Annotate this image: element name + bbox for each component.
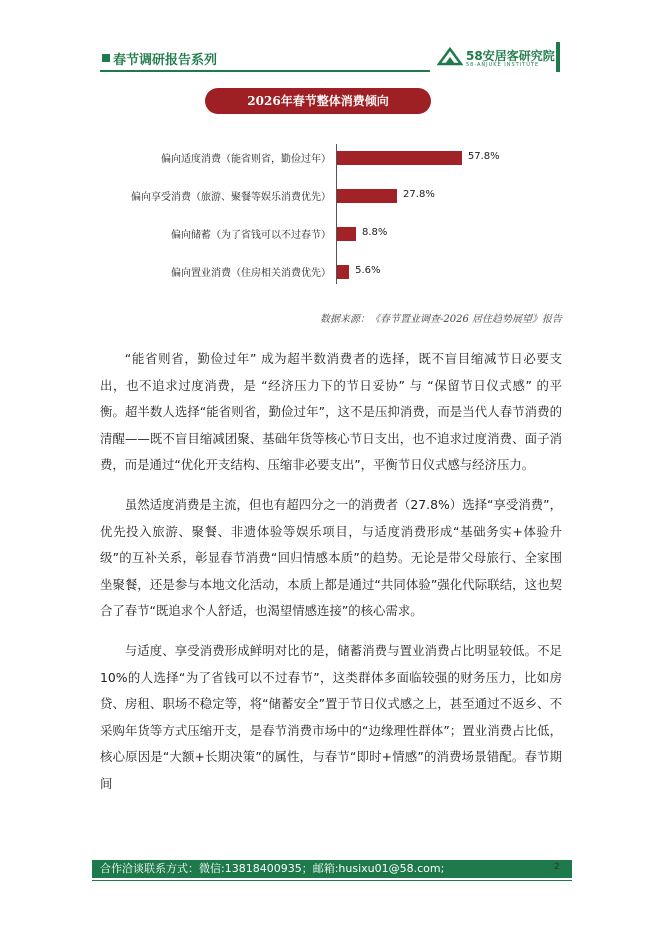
logo-subtext: 58·ANJUKE INSTITUTE <box>466 62 540 68</box>
data-source: 数据来源：《春节置业调查-2026 居住趋势展望》报告 <box>319 314 562 325</box>
chart-row <box>100 186 562 206</box>
chart-row <box>100 224 562 244</box>
bar <box>337 227 356 241</box>
paragraph: 虽然适度消费是主流，但也有超四分之一的消费者（27.8%）选择“享受消费”，优先投入旅游、聚餐、非遗体验等娱乐项目，与适度消费形成“基础务实+体验升级”的互补关系，彰显春节消费“回归情感本质”的趋势。无论是带父母旅行、全家围坐聚餐，还是参与本地文化活动，本质上都是通过“共同体验”强化代际联结，这也契合了春节“既追求个人舒适，也渴望情感连接”的核心需求。 <box>100 496 562 619</box>
logo-house-icon <box>437 46 463 66</box>
bar-value-label: 27.8% <box>403 189 435 200</box>
footer-divider <box>92 880 572 881</box>
bar <box>337 265 349 279</box>
bar-value-label: 5.6% <box>355 265 381 276</box>
chart-row <box>100 148 562 168</box>
series-title: 春节调研报告系列 <box>113 53 218 68</box>
chart-title: 2026年春节整体消费倾向 <box>205 88 431 114</box>
bar-category-label: 偏向储蓄（为了省钱可以不过春节） <box>171 230 331 241</box>
header-divider <box>100 70 430 72</box>
bar-category-label: 偏向适度消费（能省则省，勤俭过年） <box>161 154 331 165</box>
bar-category-label: 偏向置业消费（住房相关消费优先） <box>171 268 331 279</box>
body-text <box>100 346 562 811</box>
logo-text: 58安居客研究院 <box>466 49 555 63</box>
page-number: 2 <box>554 862 560 872</box>
header-square-icon <box>102 54 110 62</box>
bar-value-label: 57.8% <box>467 151 500 162</box>
bar-chart <box>100 130 562 290</box>
footer-contact: 合作洽谈联系方式：微信:13818400935；邮箱:husixu01@58.com; <box>100 862 445 875</box>
chart-row <box>100 262 562 282</box>
bar <box>337 151 462 165</box>
bar-value-label: 8.8% <box>362 227 388 238</box>
header-accent-bar <box>556 42 560 72</box>
paragraph: “能省则省，勤俭过年” 成为超半数消费者的选择，既不盲目缩减节日必要支出，也不追求过度消费，是 “经济压力下的节日妥协” 与 “保留节日仪式感” 的平衡。超半数人选择“能省则省，勤俭过年”，这不是压抑消费，而是当代人春节消费的清醒——既不盲目缩减团聚、基础年货等核心节日支出，也不追求过度消费、面子消费，而是通过“优化开支结构、压缩非必要支出”，平衡节日仪式感与经济压力。 <box>100 351 562 473</box>
page-header <box>0 0 662 80</box>
paragraph: 与适度、享受消费形成鲜明对比的是，储蓄消费与置业消费占比明显较低。不足10%的人选择“为了省钱可以不过春节”，这类群体多面临较强的财务压力，比如房贷、房租、职场不稳定等，将“储蓄安全”置于节日仪式感之上，甚至通过不返乡、不采购年货等方式压缩开支，是春节消费市场中的“边缘理性群体”；置业消费占比低，核心原因是“大额+长期决策”的属性，与春节“即时+情感”的消费场景错配。春节期间 <box>100 642 562 791</box>
bar-category-label: 偏向享受消费（旅游、聚餐等娱乐消费优先） <box>131 192 331 203</box>
bar <box>337 189 397 203</box>
